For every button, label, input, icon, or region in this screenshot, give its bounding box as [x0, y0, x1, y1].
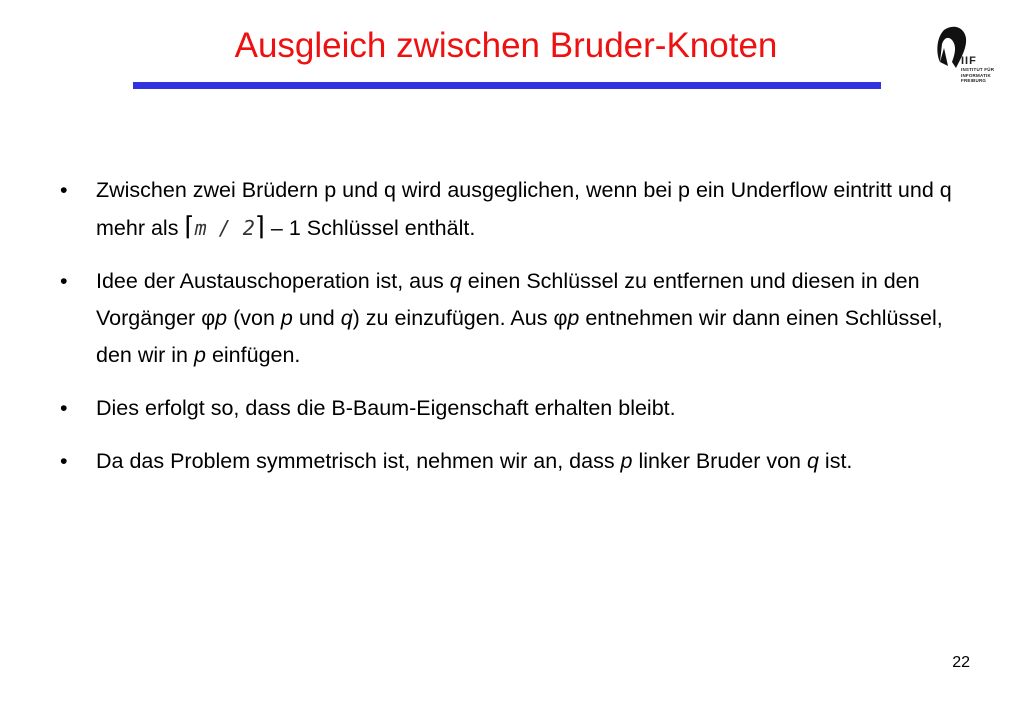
bullet-1-text: Zwischen zwei Brüdern p und q wird ausgeglichen, wenn bei p ein Underflow eintritt und q mehr als — [96, 178, 952, 240]
page-number: 22 — [952, 654, 970, 671]
bullet-marker: • — [60, 178, 68, 202]
title-underline — [133, 82, 881, 89]
var-q: q — [340, 306, 353, 330]
var-p: p — [567, 306, 580, 330]
ceil-right-bracket: ⌉ — [254, 212, 265, 242]
slide-title: Ausgleich zwischen Bruder-Knoten — [234, 26, 778, 65]
bullet-item-2 — [60, 263, 960, 374]
logo-line3: FREIBURG — [961, 78, 987, 83]
bullet-4-text-1: Da das Problem symmetrisch ist, nehmen wir an, dass — [96, 449, 621, 473]
bullet-2-text-7: einfügen. — [205, 343, 301, 367]
bullet-item-4 — [60, 443, 960, 480]
bullet-2-text-3: (von — [227, 306, 281, 330]
bullet-marker: • — [60, 396, 68, 420]
ceil-expression-text: m / 2 — [194, 216, 255, 240]
var-p: p — [194, 343, 206, 367]
logo-line1: INSTITUT FÜR — [961, 67, 995, 72]
ceil-expression — [184, 212, 265, 242]
bullet-2-text-6: entnehmen wir dann einen Schlüssel, den wir in — [96, 306, 943, 367]
bullet-2-text-4: und — [292, 306, 341, 330]
bullet-2-text-2: einen Schlüssel zu entfernen und diesen in den Vorgänger φ — [96, 269, 920, 330]
var-q: q — [806, 449, 819, 473]
bullet-3-text: Dies erfolgt so, dass die B-Baum-Eigenschaft erhalten bleibt. — [96, 396, 676, 420]
var-q: q — [449, 269, 462, 293]
bullet-item-1 — [60, 172, 960, 247]
bullet-marker: • — [60, 269, 68, 293]
logo-abbr: IIF — [961, 55, 977, 67]
var-p: p — [280, 306, 293, 330]
bullet-2-text-5: ) zu einzufügen. Aus φ — [352, 306, 568, 330]
logo-line2: INFORMATIK — [961, 72, 991, 78]
logo-text — [961, 56, 1001, 84]
ceil-left-bracket: ⌈ — [184, 212, 195, 242]
bullet-list — [60, 172, 960, 496]
var-p: p — [215, 306, 228, 330]
bullet-4-text-3: ist. — [818, 449, 853, 473]
bullet-1-text-after: – 1 Schlüssel enthält. — [264, 216, 476, 240]
bullet-2-text-1: Idee der Austauschoperation ist, aus — [96, 269, 450, 293]
bullet-item-3 — [60, 390, 960, 427]
var-p: p — [620, 449, 633, 473]
bullet-4-text-2: linker Bruder von — [632, 449, 807, 473]
bullet-marker: • — [60, 449, 68, 473]
